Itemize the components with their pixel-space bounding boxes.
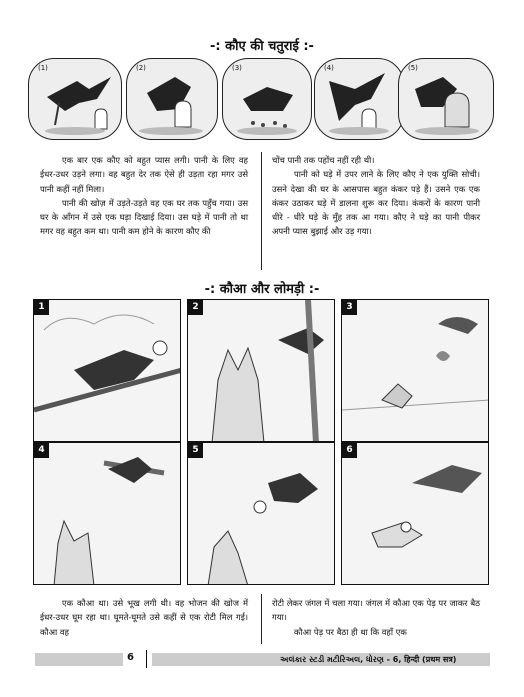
- comic-panel-5: [187, 442, 335, 585]
- crow-with-bread-illustration: [34, 300, 181, 442]
- story1-panel-3: [222, 58, 312, 140]
- story1-left-column: [40, 153, 248, 239]
- comic-panel-1: [33, 299, 181, 442]
- comic-panel-2: [187, 299, 335, 442]
- comic-panel-6: [341, 442, 489, 585]
- paragraph: चोंच पानी तक पहोंच नहीं रही थी।: [272, 155, 375, 165]
- comic-panel-3: [341, 299, 489, 442]
- fox-looking-up-illustration: [188, 300, 335, 442]
- paragraph: एक बार एक कौए को बहुत प्यास लगी। पानी के लिए वह ईधर-उधर उड़ने लगा। वह बहुत देर तक ऐसे ही उड़ता रहा मगर उसे पानी कहीं नहीं मिला।: [40, 155, 248, 194]
- story2-right-column: [272, 596, 480, 639]
- paragraph: एक कौआ था। उसे भूख लगी थी। वह भोजन की खोज में ईधर-उधर घूम रहा था। घूमते-घूमते उसे कहीं से एक रोटी मिल गई। कौआ वह: [40, 598, 248, 637]
- story1-panel-4: [314, 58, 404, 140]
- paragraph: रोटी लेकर जंगल में चला गया। जंगल में कौआ एक पेड़ पर जाकर बैठ गया।: [272, 598, 480, 623]
- panel-number: (5): [408, 64, 418, 72]
- story2-title: -: कौआ और लोमड़ी :-: [204, 282, 320, 297]
- panel-number: (2): [136, 64, 146, 72]
- panel-number: (4): [324, 64, 334, 72]
- fox-running-with-bread-illustration: [342, 443, 489, 585]
- panel-number: 4: [34, 443, 49, 458]
- panel-number: (1): [38, 64, 48, 72]
- panel-number: 3: [342, 300, 357, 315]
- panel-number: (3): [232, 64, 242, 72]
- panel-number: 6: [342, 443, 357, 458]
- paragraph: पानी की खोज़ में उड़ते-उड़ते वह एक घर तक पहुँच गया। उस घर के आँगन में उसे एक घड़ा दिखाई दिया। उस घड़े में पानी तो था मगर वह बहुत कम था। पानी कम होने के कारण कौए की: [40, 197, 248, 237]
- crow-singing-illustration: [188, 443, 335, 585]
- comic-panel-4: [33, 442, 181, 585]
- fox-in-forest-illustration: [342, 300, 489, 442]
- footer-text: અલંકાર સ્ટડી મટીરિઅલ, ધોરણ - 6, हिन्दी (प्रथम सत्र): [280, 655, 457, 664]
- story2-left-column: [40, 596, 248, 639]
- column-divider: [261, 152, 262, 270]
- footer-separator: [146, 650, 147, 668]
- page-number: 6: [127, 652, 134, 663]
- story1-right-column: [272, 153, 480, 239]
- paragraph: कौआ पेड़ पर बैठा ही था कि वहाँ एक: [294, 626, 407, 637]
- paragraph: पानी को घड़े में उपर लाने के लिए कौए ने एक युक्ति सोची। उसने देखा की घर के आसपास बहुत कंकर पड़े हैं। उसने एक एक कंकर उठाकर घड़े में डालना शुरू कर दिया। कंकरों के कारण पानी धीरे - धीरे घड़े के मुँह तक आ गया। कौए ने घड़े का पानी पीकर अपनी प्यास बुझाई और उड़ गया।: [272, 169, 480, 237]
- column-divider: [261, 594, 262, 644]
- story1-title: -: कौए की चतुराई :-: [210, 39, 314, 54]
- footer-bar-left: [35, 653, 123, 666]
- story1-panel-5: [398, 58, 494, 140]
- panel-number: 5: [188, 443, 203, 458]
- story1-panel-1: [28, 58, 122, 140]
- panel-number: 2: [188, 300, 203, 315]
- story1-panel-2: [126, 58, 218, 140]
- panel-number: 1: [34, 300, 49, 315]
- fox-talking-to-crow-illustration: [34, 443, 181, 585]
